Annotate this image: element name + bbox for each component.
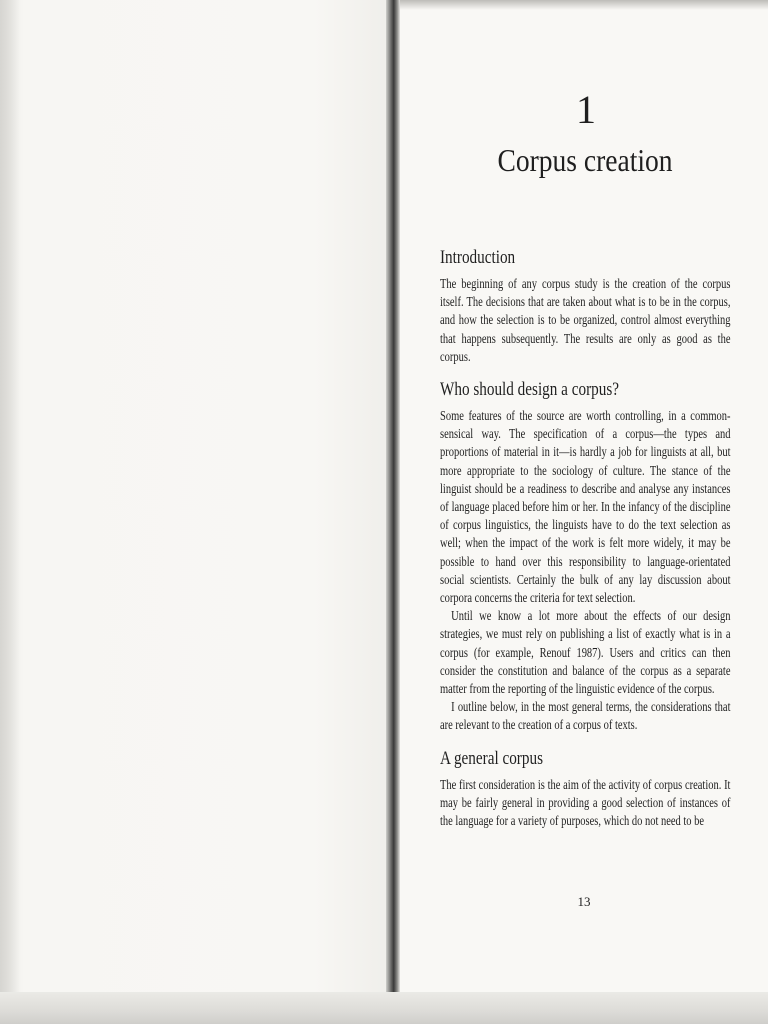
page-number: 13 bbox=[577, 894, 591, 909]
section-spacer bbox=[440, 735, 730, 747]
top-edge-shadow bbox=[400, 0, 768, 10]
paragraph-design-3: I outline below, in the most general terms, the considerations that are relevant to the creation of a corpus of texts. bbox=[440, 699, 731, 733]
book-gutter bbox=[386, 0, 400, 995]
paragraph-design-2: Until we know a lot more about the effects of our design strategies, we must rely on publishing a list of exactly what is in a corpus (for example, Renouf 1987). Users and critics can then consider the constitution and balance of the corpus as a separate matter from the reporting of the linguistic evidence of the corpus. bbox=[440, 608, 731, 697]
paragraph-general-corpus: The first consideration is the aim of the activity of corpus creation. It may be fairly general in providing a good selection of instances of the language for a variety of purposes, which do not need to be bbox=[440, 776, 731, 829]
section-heading-introduction: Introduction bbox=[440, 247, 516, 268]
chapter-body bbox=[440, 246, 730, 830]
section-heading-general-corpus: A general corpus bbox=[440, 747, 543, 769]
chapter-title: Corpus creation bbox=[497, 142, 673, 178]
left-page-edge-shadow bbox=[0, 0, 20, 1024]
paragraph-introduction: The beginning of any corpus study is the creation of the corpus itself. The decisions that are taken about what is to be in the corpus, and how the selection is to be organized, control almost everything that happens subsequently. The results are only as good as the corpus. bbox=[440, 276, 731, 364]
paragraph-design-1: Some features of the source are worth controlling, in a common-sensical way. The specification of a corpus—the types and proportions of material in it—is hardly a job for linguists at all, but more appropriate to the sociology of culture. The stance of the linguist should be a readiness to describe and analyse any instances of language placed before him or her. In the infancy of the discipline of corpus linguistics, the linguists have to do the text selection as well; when the impact of the work is felt more widely, it may be possible to hand over this responsibility to language-orientated social scientists. Certainly the bulk of any lay discussion about corpora concerns the criteria for text selection. bbox=[440, 408, 731, 606]
section-heading-who-should-design: Who should design a corpus? bbox=[440, 379, 619, 401]
section-spacer bbox=[440, 366, 730, 378]
bottom-edge-shadow bbox=[0, 992, 768, 1024]
chapter-number: 1 bbox=[576, 87, 596, 132]
